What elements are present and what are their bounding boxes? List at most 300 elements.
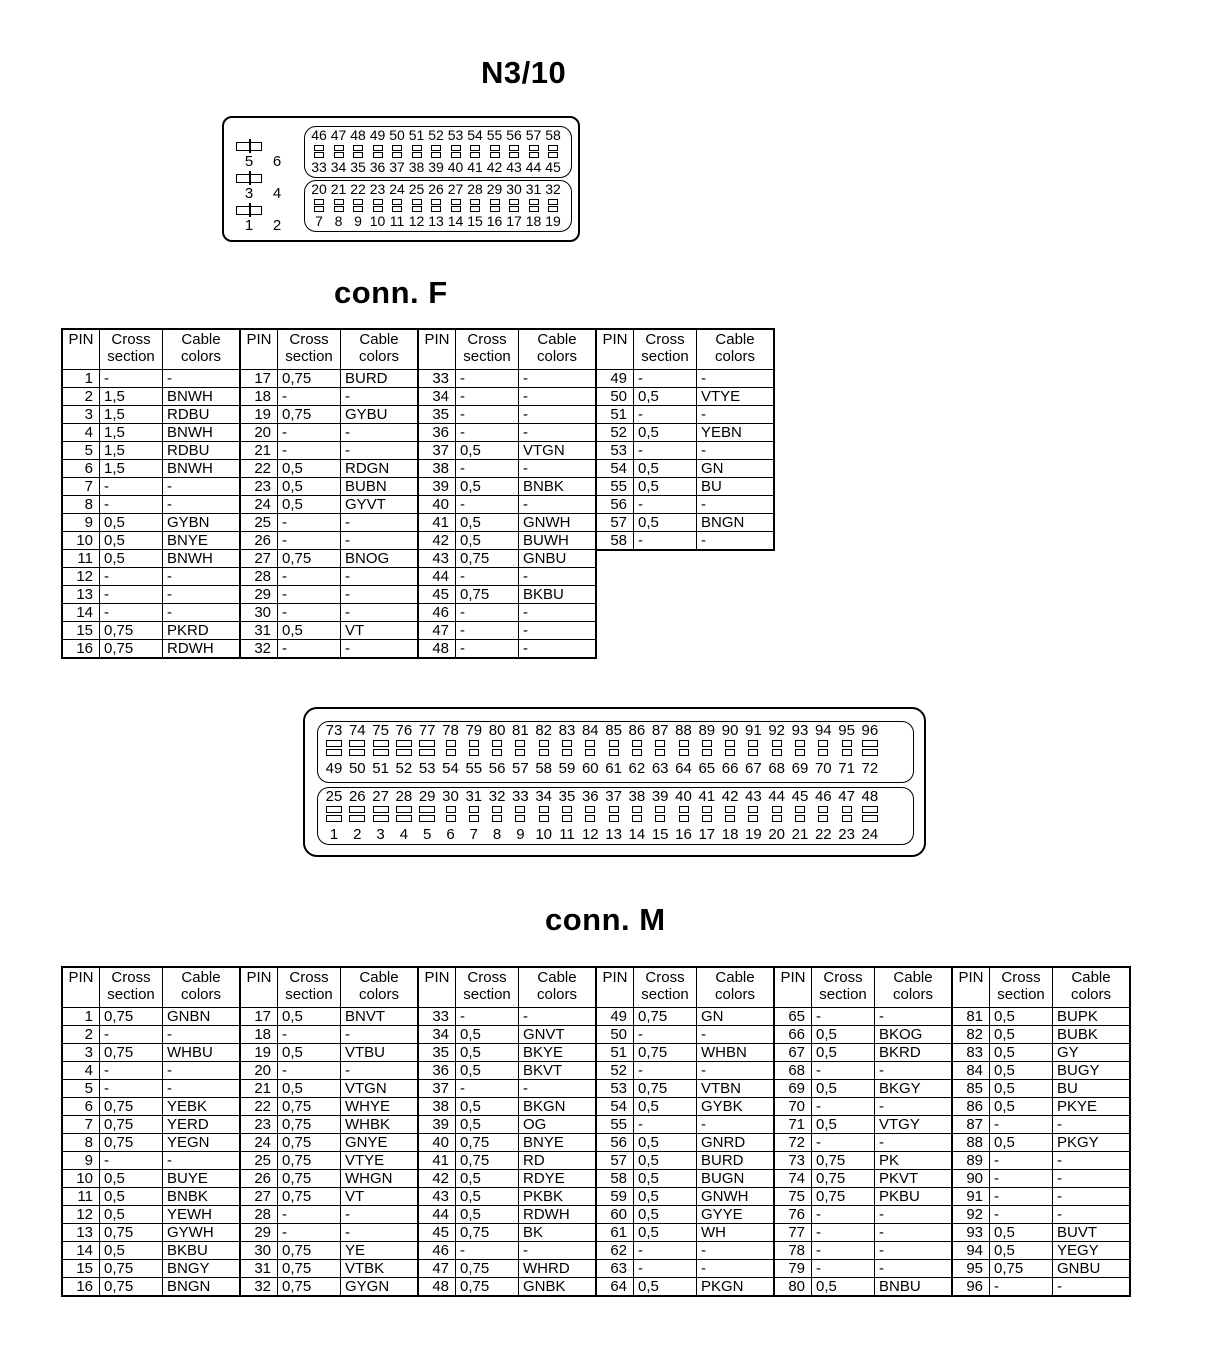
pin-cell: 67 <box>774 1043 812 1061</box>
pin-number: 23 <box>838 826 855 843</box>
pin-number: 35 <box>558 788 576 805</box>
cross-section-cell: 0,5 <box>812 1043 875 1061</box>
cable-color-cell: - <box>875 1007 953 1025</box>
cross-section-cell: 0,75 <box>278 369 341 387</box>
cable-color-cell: VTGN <box>341 1079 419 1097</box>
pin-cell: 73 <box>774 1151 812 1169</box>
cross-section-cell: - <box>634 1259 697 1277</box>
cross-section-cell: 0,75 <box>278 1097 341 1115</box>
cable-color-cell: BURD <box>341 369 419 387</box>
cable-color-cell: - <box>341 1223 419 1241</box>
pin-number: 39 <box>428 159 444 175</box>
cable-color-cell: BNGN <box>697 513 775 531</box>
pin-cell: 8 <box>62 1133 100 1151</box>
header-cross-section: Cross section <box>278 967 341 1007</box>
pin-slot <box>490 145 500 151</box>
pin-cell: 46 <box>418 1241 456 1259</box>
pin-number: 30 <box>442 788 459 805</box>
pin-cell: 60 <box>596 1205 634 1223</box>
cable-color-cell: WHRD <box>519 1259 597 1277</box>
cable-color-cell: BNBK <box>163 1187 241 1205</box>
table-row <box>62 459 774 477</box>
cross-section-cell: - <box>634 1025 697 1043</box>
cross-section-cell: 0,75 <box>100 640 163 659</box>
cross-section-cell: - <box>990 1205 1053 1223</box>
cross-section-cell: 0,75 <box>634 1043 697 1061</box>
pin-number: 14 <box>628 826 646 843</box>
cross-section-cell: 0,75 <box>456 1133 519 1151</box>
empty-cell <box>596 604 634 622</box>
header-pin: PIN <box>952 967 990 1007</box>
cross-section-cell: 0,5 <box>990 1223 1053 1241</box>
header-cable-colors: Cable colors <box>1053 967 1131 1007</box>
table-row <box>62 550 774 568</box>
empty-cell <box>634 568 697 586</box>
pin-number: 86 <box>628 722 646 739</box>
table-row <box>62 531 774 550</box>
cross-section-cell: 0,5 <box>100 1241 163 1259</box>
pin-cell: 45 <box>418 586 456 604</box>
pin-cell: 79 <box>774 1259 812 1277</box>
cross-section-cell: 0,5 <box>100 1187 163 1205</box>
pin-slot <box>862 815 878 822</box>
pin-slot <box>334 152 344 158</box>
pin-slot <box>548 206 558 212</box>
pin-cell: 43 <box>418 1187 456 1205</box>
pin-number: 6 <box>272 153 282 170</box>
pin-cell: 23 <box>240 1115 278 1133</box>
cross-section-cell: 0,5 <box>100 1205 163 1223</box>
table-row <box>62 1025 1130 1043</box>
cross-section-cell: 0,5 <box>100 550 163 568</box>
cross-section-cell: 0,5 <box>634 387 697 405</box>
pin-slot <box>373 152 383 158</box>
pin-slot <box>515 749 525 756</box>
pin-cell: 59 <box>596 1187 634 1205</box>
pin-slot <box>326 806 342 813</box>
pin-number: 30 <box>506 181 522 197</box>
pin-slot <box>842 740 852 747</box>
table-row <box>62 1223 1130 1241</box>
pin-cell: 44 <box>418 1205 456 1223</box>
pin-number: 83 <box>558 722 576 739</box>
table-row <box>62 477 774 495</box>
cable-color-cell: BNBU <box>875 1277 953 1296</box>
cable-color-cell: RDBU <box>163 441 241 459</box>
cable-color-cell: - <box>341 531 419 550</box>
table-row <box>62 1079 1130 1097</box>
pin-number: 11 <box>389 213 405 229</box>
pin-number: 9 <box>354 213 362 229</box>
pin-slot <box>492 749 502 756</box>
cross-section-cell: 0,75 <box>100 1277 163 1296</box>
cross-section-cell: - <box>278 1223 341 1241</box>
pin-number: 32 <box>488 788 506 805</box>
cable-color-cell: BUPK <box>1053 1007 1131 1025</box>
pin-number: 22 <box>814 826 832 843</box>
pin-number: 45 <box>545 159 561 175</box>
cable-color-cell: PKBU <box>875 1187 953 1205</box>
cable-color-cell: BNBK <box>519 477 597 495</box>
pin-cell: 51 <box>596 1043 634 1061</box>
pin-number: 74 <box>348 722 366 739</box>
cable-color-cell: GNYE <box>341 1133 419 1151</box>
cross-section-cell: 0,5 <box>634 513 697 531</box>
cross-section-cell: - <box>100 1079 163 1097</box>
pin-slot <box>655 749 665 756</box>
pin-cell: 31 <box>240 1259 278 1277</box>
pin-number: 45 <box>791 788 809 805</box>
cross-section-cell: 0,5 <box>278 1079 341 1097</box>
cross-section-cell: 0,5 <box>634 477 697 495</box>
empty-cell <box>697 604 775 622</box>
pin-cell: 39 <box>418 1115 456 1133</box>
cross-section-cell: - <box>634 1241 697 1259</box>
cable-color-cell: BNGN <box>163 1277 241 1296</box>
pin-cell: 54 <box>596 459 634 477</box>
cable-color-cell: - <box>163 604 241 622</box>
pin-cell: 20 <box>240 1061 278 1079</box>
pin-slot <box>702 749 712 756</box>
cable-color-cell: BUBN <box>341 477 419 495</box>
header-cable-colors: Cable colors <box>341 329 419 369</box>
pin-number: 44 <box>525 159 542 175</box>
cross-section-cell: 0,75 <box>456 1277 519 1296</box>
cable-color-cell: BUYE <box>163 1169 241 1187</box>
cable-color-cell: - <box>697 1259 775 1277</box>
pin-cell: 12 <box>62 1205 100 1223</box>
cross-section-cell: - <box>100 1061 163 1079</box>
cable-color-cell: - <box>519 568 597 586</box>
pin-slot <box>702 815 712 822</box>
pin-slot <box>396 740 412 747</box>
pin-cell: 40 <box>418 1133 456 1151</box>
pin-number: 36 <box>369 159 386 175</box>
pin-number: 77 <box>418 722 436 739</box>
cross-section-cell: 0,5 <box>278 477 341 495</box>
pin-cell: 56 <box>596 1133 634 1151</box>
pin-slot <box>412 145 422 151</box>
cable-color-cell: YEGN <box>163 1133 241 1151</box>
cross-section-cell: - <box>634 531 697 550</box>
table-row <box>62 1259 1130 1277</box>
pin-slot <box>492 806 502 813</box>
pin-cell: 11 <box>62 1187 100 1205</box>
table-row <box>62 405 774 423</box>
cross-section-cell: 0,75 <box>634 1079 697 1097</box>
cable-color-cell: - <box>341 586 419 604</box>
cross-section-cell: 0,75 <box>456 1151 519 1169</box>
pin-slot <box>818 806 828 813</box>
pin-number: 61 <box>605 760 622 777</box>
cable-color-cell: - <box>1053 1151 1131 1169</box>
pin-number: 50 <box>389 127 405 143</box>
pin-cell: 36 <box>418 1061 456 1079</box>
pin-cell: 12 <box>62 568 100 586</box>
pin-number: 12 <box>581 826 599 843</box>
pin-cell: 63 <box>596 1259 634 1277</box>
pin-number: 73 <box>325 722 343 739</box>
pin-slot <box>349 740 365 747</box>
pin-number: 34 <box>330 159 347 175</box>
cross-section-cell: 0,5 <box>456 441 519 459</box>
cross-section-cell: - <box>456 604 519 622</box>
pin-number: 28 <box>467 181 483 197</box>
pin-number: 46 <box>311 127 327 143</box>
pin-slot <box>842 806 852 813</box>
pin-slot <box>349 815 365 822</box>
conn-f-title: conn. F <box>334 275 448 310</box>
cable-color-cell: - <box>1053 1187 1131 1205</box>
pin-cell: 31 <box>240 622 278 640</box>
pin-number: 34 <box>535 788 553 805</box>
pin-number: 81 <box>512 722 529 739</box>
pin-number: 49 <box>369 127 386 143</box>
pin-cell: 47 <box>418 1259 456 1277</box>
cable-color-cell: PKBK <box>519 1187 597 1205</box>
cross-section-cell: - <box>812 1205 875 1223</box>
cross-section-cell: 1,5 <box>100 441 163 459</box>
cross-section-cell: 0,5 <box>278 622 341 640</box>
table-row <box>62 586 774 604</box>
cross-section-cell: 0,5 <box>456 1043 519 1061</box>
pin-slot <box>609 749 619 756</box>
cable-color-cell: VT <box>341 622 419 640</box>
cable-color-cell: - <box>875 1097 953 1115</box>
cross-section-cell: 0,5 <box>634 1097 697 1115</box>
cable-color-cell: GY <box>1053 1043 1131 1061</box>
pin-slot <box>548 145 558 151</box>
cable-color-cell: - <box>341 513 419 531</box>
pin-cell: 57 <box>596 513 634 531</box>
pin-cell: 53 <box>596 441 634 459</box>
header-pin: PIN <box>240 329 278 369</box>
pin-slot <box>655 815 665 822</box>
pin-cell: 78 <box>774 1241 812 1259</box>
pin-number: 57 <box>512 760 529 777</box>
pin-number: 78 <box>442 722 459 739</box>
pin-slot <box>725 749 735 756</box>
cross-section-cell: - <box>634 369 697 387</box>
pin-cell: 6 <box>62 1097 100 1115</box>
cross-section-cell: 0,75 <box>100 1115 163 1133</box>
header-cable-colors: Cable colors <box>697 329 775 369</box>
cable-color-cell: RDBU <box>163 405 241 423</box>
cable-color-cell: - <box>697 1025 775 1043</box>
pin-number: 50 <box>348 760 366 777</box>
pin-number: 13 <box>428 213 444 229</box>
pin-cell: 26 <box>240 1169 278 1187</box>
pin-number: 55 <box>486 127 503 143</box>
pin-number: 18 <box>721 826 739 843</box>
pin-cell: 10 <box>62 531 100 550</box>
cross-section-cell: - <box>812 1007 875 1025</box>
pin-number: 12 <box>408 213 425 229</box>
cross-section-cell: 0,5 <box>634 1205 697 1223</box>
empty-cell <box>634 604 697 622</box>
pin-cell: 61 <box>596 1223 634 1241</box>
pin-number: 15 <box>467 213 483 229</box>
pin-number: 6 <box>446 826 455 843</box>
cross-section-cell: - <box>100 568 163 586</box>
pin-cell: 88 <box>952 1133 990 1151</box>
pin-cell: 36 <box>418 423 456 441</box>
pin-cell: 52 <box>596 423 634 441</box>
pin-cell: 48 <box>418 1277 456 1296</box>
cross-section-cell: - <box>278 1061 341 1079</box>
header-cross-section: Cross section <box>278 329 341 369</box>
cross-section-cell: - <box>456 495 519 513</box>
empty-cell <box>634 622 697 640</box>
pin-number: 53 <box>418 760 436 777</box>
cross-section-cell: - <box>456 369 519 387</box>
cross-section-cell: 0,5 <box>990 1043 1053 1061</box>
pin-slot <box>419 815 435 822</box>
cross-section-cell: - <box>278 568 341 586</box>
cross-section-cell: 0,5 <box>812 1025 875 1043</box>
pin-slot <box>490 152 500 158</box>
pin-cell: 15 <box>62 1259 100 1277</box>
pin-number: 25 <box>325 788 343 805</box>
empty-cell <box>596 550 634 568</box>
cable-color-cell: GNBK <box>519 1277 597 1296</box>
table-row <box>62 1061 1130 1079</box>
pin-cell: 19 <box>240 405 278 423</box>
pin-slot <box>492 740 502 747</box>
cable-color-cell: - <box>697 405 775 423</box>
cross-section-cell: - <box>812 1241 875 1259</box>
pin-cell: 13 <box>62 1223 100 1241</box>
cable-color-cell: BNVT <box>341 1007 419 1025</box>
pin-cell: 17 <box>240 1007 278 1025</box>
pin-slot <box>396 806 412 813</box>
table-row <box>62 622 774 640</box>
pin-number: 33 <box>512 788 529 805</box>
pin-cell: 32 <box>240 1277 278 1296</box>
table-row <box>62 387 774 405</box>
cable-color-cell: BKYE <box>519 1043 597 1061</box>
empty-cell <box>596 640 634 659</box>
pin-slot <box>373 199 383 205</box>
cable-color-cell: RDGN <box>341 459 419 477</box>
cable-color-cell: BUGN <box>697 1169 775 1187</box>
table-row <box>62 1133 1130 1151</box>
pin-cell: 11 <box>62 550 100 568</box>
pin-number: 8 <box>334 213 343 229</box>
cross-section-cell: - <box>634 1061 697 1079</box>
pin-number: 96 <box>861 722 879 739</box>
pin-slot <box>469 740 479 747</box>
cable-color-cell: VTYE <box>341 1151 419 1169</box>
pin-number: 37 <box>389 159 405 175</box>
cross-section-cell: - <box>100 586 163 604</box>
pin-cell: 49 <box>596 369 634 387</box>
pin-number: 94 <box>814 722 832 739</box>
pin-number: 26 <box>348 788 366 805</box>
pin-slot <box>492 815 502 822</box>
pin-slot <box>509 206 519 212</box>
cable-color-cell: - <box>341 604 419 622</box>
cable-color-cell: VTGY <box>875 1115 953 1133</box>
pin-slot <box>632 815 642 822</box>
cable-color-cell: - <box>697 1115 775 1133</box>
pin-number: 92 <box>768 722 786 739</box>
pin-slot <box>548 199 558 205</box>
pin-cell: 1 <box>62 1007 100 1025</box>
pin-slot <box>392 145 402 151</box>
empty-cell <box>596 622 634 640</box>
cross-section-cell: 0,75 <box>278 405 341 423</box>
table-row <box>62 1007 1130 1025</box>
cross-section-cell: - <box>812 1259 875 1277</box>
pin-number: 75 <box>372 722 389 739</box>
pin-number: 47 <box>838 788 855 805</box>
pin-cell: 21 <box>240 1079 278 1097</box>
cross-section-cell: 0,5 <box>990 1007 1053 1025</box>
cross-section-cell: 0,75 <box>100 1043 163 1061</box>
pin-slot <box>529 152 539 158</box>
table-row <box>62 1277 1130 1296</box>
cross-section-cell: - <box>634 495 697 513</box>
table-row <box>62 495 774 513</box>
pin-number: 58 <box>535 760 553 777</box>
cable-color-cell: BUBK <box>1053 1025 1131 1043</box>
pin-slot <box>412 206 422 212</box>
cable-color-cell: GNBU <box>519 550 597 568</box>
pin-number: 19 <box>545 213 561 229</box>
cable-color-cell: GNWH <box>519 513 597 531</box>
pin-cell: 13 <box>62 586 100 604</box>
pin-number: 21 <box>791 826 809 843</box>
cross-section-cell: 0,75 <box>278 550 341 568</box>
cross-section-cell: 0,5 <box>990 1061 1053 1079</box>
pin-number: 1 <box>244 217 254 234</box>
cross-section-cell: - <box>990 1169 1053 1187</box>
cable-color-cell: PK <box>875 1151 953 1169</box>
pin-number: 59 <box>558 760 576 777</box>
cross-section-cell: - <box>278 1025 341 1043</box>
pin-slot <box>772 749 782 756</box>
pin-number: 31 <box>465 788 483 805</box>
pin-number: 18 <box>525 213 542 229</box>
pin-cell: 14 <box>62 604 100 622</box>
pin-cell: 34 <box>418 1025 456 1043</box>
pin-cell: 21 <box>240 441 278 459</box>
pin-number: 95 <box>838 722 855 739</box>
pin-cell: 1 <box>62 369 100 387</box>
pin-slot <box>470 199 480 205</box>
header-cross-section: Cross section <box>456 967 519 1007</box>
cable-color-cell: GYGN <box>341 1277 419 1296</box>
pin-slot <box>548 152 558 158</box>
pin-slot <box>529 145 539 151</box>
pin-cell: 52 <box>596 1061 634 1079</box>
pin-slot <box>748 740 758 747</box>
cable-color-cell: - <box>519 604 597 622</box>
pin-cell: 40 <box>418 495 456 513</box>
pin-cell: 57 <box>596 1151 634 1169</box>
cross-section-cell: - <box>634 405 697 423</box>
cable-color-cell: YEGY <box>1053 1241 1131 1259</box>
connector-f-diagram <box>222 116 580 242</box>
cable-color-cell: WHYE <box>341 1097 419 1115</box>
pin-slot <box>795 815 805 822</box>
cross-section-cell: - <box>100 369 163 387</box>
pin-number: 43 <box>745 788 762 805</box>
cable-color-cell: - <box>519 405 597 423</box>
cable-color-cell: - <box>163 1061 241 1079</box>
pin-slot <box>862 806 878 813</box>
